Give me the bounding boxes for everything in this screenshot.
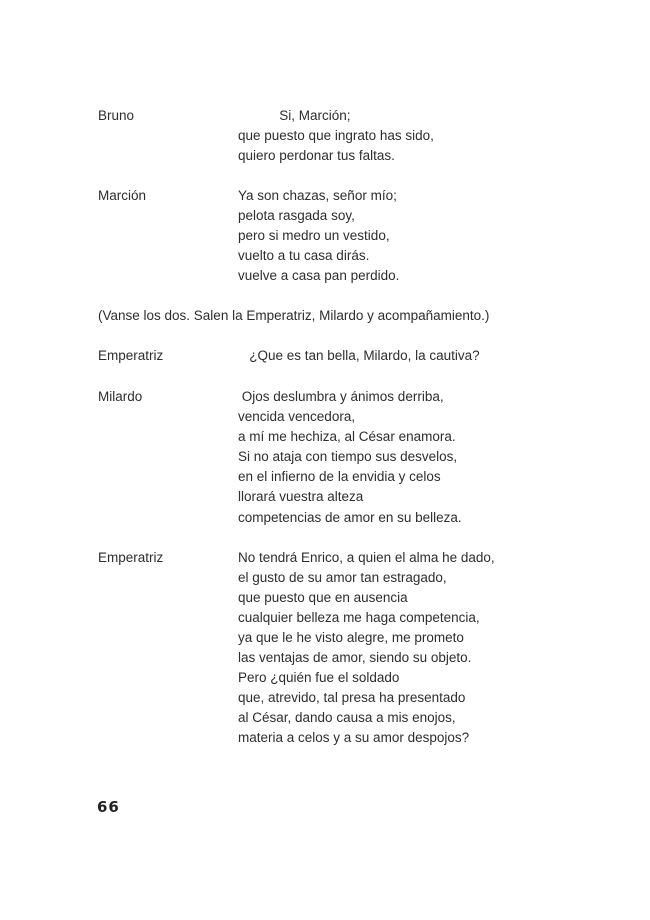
speaker-name: Emperatriz bbox=[98, 550, 164, 565]
verse-line: el gusto de su amor tan estragado, bbox=[238, 570, 447, 585]
verse-line: en el infierno de la envidia y celos bbox=[238, 469, 441, 484]
verse-line: que puesto que ingrato has sido, bbox=[238, 128, 434, 143]
verse-line: pero si medro un vestido, bbox=[238, 228, 390, 243]
verse-line: Ya son chazas, señor mío; bbox=[238, 188, 397, 203]
verse-line: las ventajas de amor, siendo su objeto. bbox=[238, 650, 472, 665]
verse-line: Si no ataja con tiempo sus desvelos, bbox=[238, 449, 458, 464]
verse-line: Si, Marción; bbox=[238, 108, 351, 123]
verse-line: que puesto que en ausencia bbox=[238, 590, 408, 605]
verse-line: vencida vencedora, bbox=[238, 409, 356, 424]
verse-line: materia a celos y a su amor despojos? bbox=[238, 730, 470, 745]
speaker-name: Emperatriz bbox=[98, 348, 164, 363]
verse-line: No tendrá Enrico, a quien el alma he dado, bbox=[238, 550, 495, 565]
stage-direction: (Vanse los dos. Salen la Emperatriz, Milardo y acompañamiento.) bbox=[98, 308, 490, 323]
verse-line: quiero perdonar tus faltas. bbox=[238, 148, 395, 163]
verse-line: competencias de amor en su belleza. bbox=[238, 510, 462, 525]
verse-line: Ojos deslumbra y ánimos derriba, bbox=[238, 389, 444, 404]
verse-line: ¿Que es tan bella, Milardo, la cautiva? bbox=[238, 348, 480, 363]
speaker-name: Milardo bbox=[98, 389, 143, 404]
speaker-name: Bruno bbox=[98, 108, 135, 123]
verse-line: cualquier belleza me haga competencia, bbox=[238, 610, 480, 625]
verse-line: pelota rasgada soy, bbox=[238, 208, 355, 223]
verse-line: ya que le he visto alegre, me prometo bbox=[238, 630, 464, 645]
verse-line: vuelto a tu casa dirás. bbox=[238, 248, 370, 263]
verse-line: llorará vuestra alteza bbox=[238, 489, 364, 504]
page-number: 66 bbox=[97, 798, 120, 816]
verse-line: que, atrevido, tal presa ha presentado bbox=[238, 690, 466, 705]
verse-line: al César, dando causa a mis enojos, bbox=[238, 710, 456, 725]
verse-line: vuelve a casa pan perdido. bbox=[238, 268, 400, 283]
speaker-name: Marción bbox=[98, 188, 147, 203]
verse-line: a mí me hechiza, al César enamora. bbox=[238, 429, 456, 444]
verse-line: Pero ¿quién fue el soldado bbox=[238, 670, 400, 685]
